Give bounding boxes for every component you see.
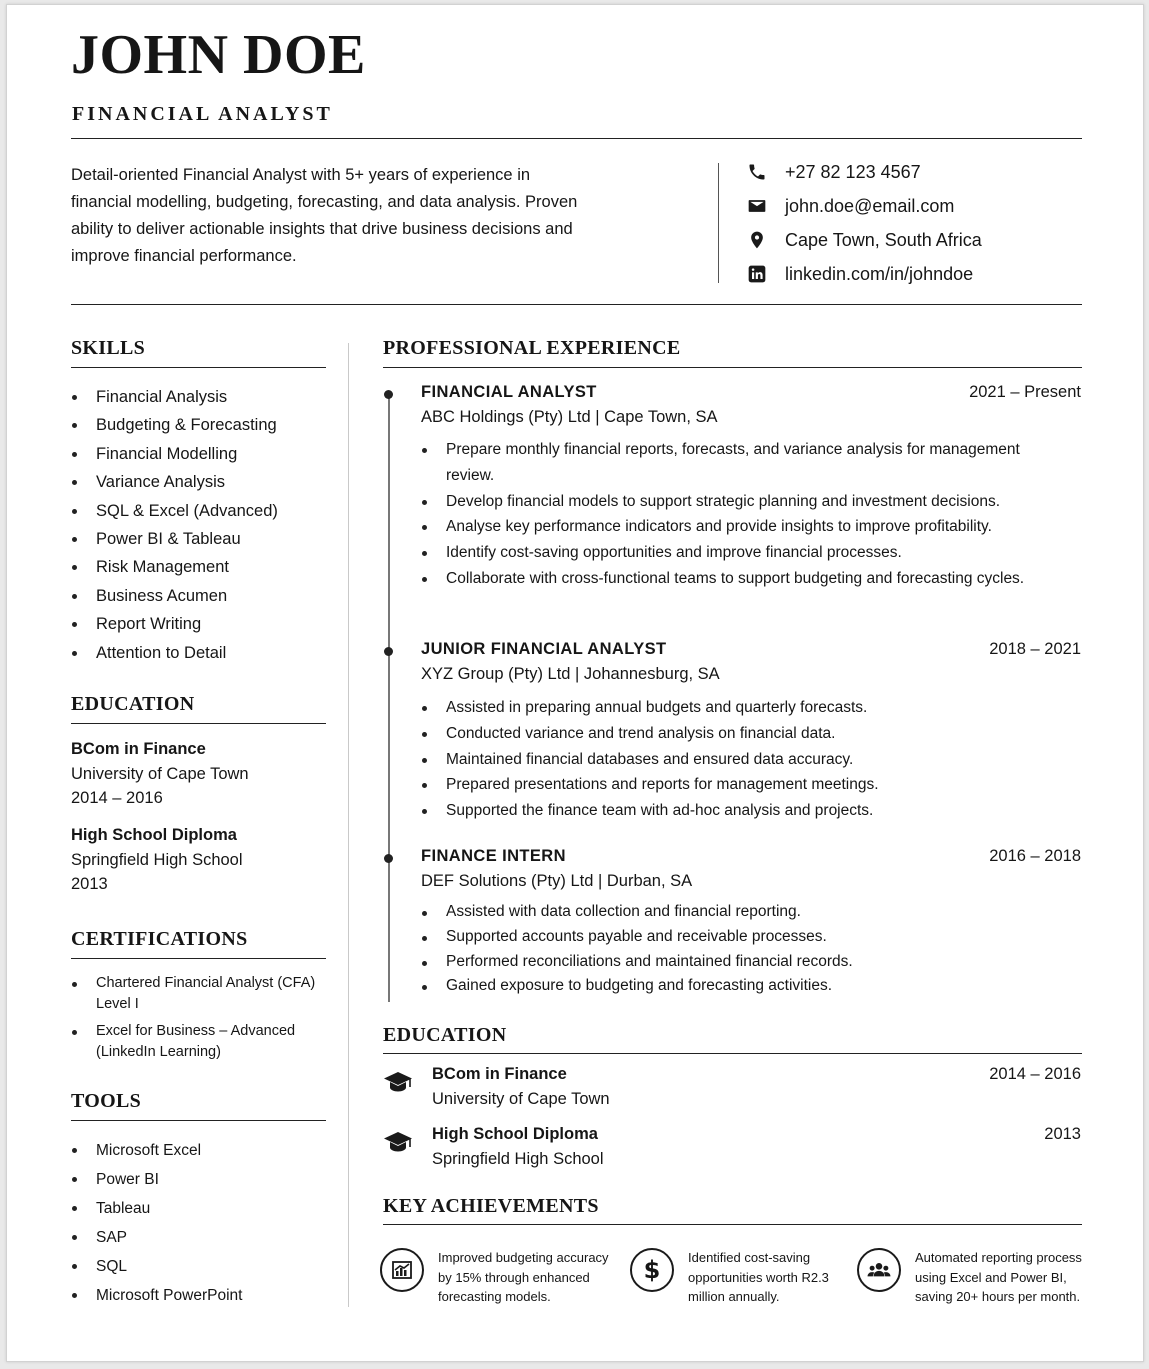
job-dates: 2016 – 2018: [989, 847, 1081, 865]
responsibility-item: Develop financial models to support strategic planning and investment decisions.: [421, 489, 1061, 515]
achievement-text: Identified cost-saving opportunities worth R2.3 million annually.: [688, 1250, 829, 1304]
candidate-title: FINANCIAL ANALYST: [72, 103, 333, 125]
skill-item: Variance Analysis: [71, 468, 331, 496]
location-text: Cape Town, South Africa: [785, 229, 982, 250]
linkedin-icon: [747, 264, 767, 284]
tool-item: Power BI: [71, 1165, 331, 1194]
resume-page: [6, 4, 1144, 1362]
responsibility-item: Collaborate with cross-functional teams to support budgeting and forecasting cycles.: [421, 566, 1061, 592]
job-responsibilities: [421, 900, 1061, 999]
team-icon: [857, 1248, 901, 1292]
tool-item: SQL: [71, 1252, 331, 1281]
tools-heading: TOOLS: [71, 1090, 142, 1112]
skill-item: Financial Analysis: [71, 383, 331, 411]
education-heading: EDUCATION: [383, 1024, 507, 1046]
summary-contact-separator: [718, 163, 719, 283]
dollar-icon: $: [630, 1248, 674, 1292]
responsibility-item: Gained exposure to budgeting and forecasting activities.: [421, 974, 1061, 999]
skill-item: Attention to Detail: [71, 639, 331, 667]
school-name: Springfield High School: [432, 1150, 604, 1168]
timeline-dot: [384, 854, 393, 863]
job-title: JUNIOR FINANCIAL ANALYST: [421, 640, 667, 658]
responsibility-item: Conducted variance and trend analysis on financial data.: [421, 721, 1061, 747]
school-name: Springfield High School: [71, 850, 243, 869]
degree-years: 2014 – 2016: [989, 1065, 1081, 1083]
summary-text: Detail-oriented Financial Analyst with 5+ years of experience in financial modelling, budgeting, forecasting, and data analysis. Proven ability to deliver actionable insights that drive business decisions and improve financial performance.: [71, 166, 578, 265]
tools-heading-rule: [71, 1120, 326, 1121]
job-dates: 2021 – Present: [969, 383, 1081, 401]
email-address: john.doe@email.com: [785, 195, 955, 216]
job-title: FINANCE INTERN: [421, 847, 566, 865]
job-company: XYZ Group (Pty) Ltd | Johannesburg, SA: [421, 665, 720, 683]
experience-heading-rule: [383, 367, 1082, 368]
experience-heading: PROFESSIONAL EXPERIENCE: [383, 337, 681, 359]
job-title: FINANCIAL ANALYST: [421, 383, 597, 401]
achievement-text: Automated reporting process using Excel and Power BI, saving 20+ hours per month.: [915, 1250, 1082, 1304]
skills-heading: SKILLS: [71, 337, 146, 359]
certifications-heading-rule: [71, 958, 326, 959]
contact-location: [747, 227, 982, 253]
skill-item: Report Writing: [71, 610, 331, 638]
linkedin-url: linkedin.com/in/johndoe: [785, 263, 974, 284]
responsibility-item: Identify cost-saving opportunities and improve financial processes.: [421, 540, 1061, 566]
education-sidebar-heading: EDUCATION: [71, 693, 195, 715]
job-responsibilities: [421, 437, 1061, 592]
skill-item: Financial Modelling: [71, 440, 331, 468]
degree-name: BCom in Finance: [71, 740, 206, 758]
school-years: 2013: [71, 875, 108, 893]
education-sidebar-entry: [71, 737, 249, 811]
skills-heading-rule: [71, 367, 326, 368]
tool-item: Microsoft PowerPoint: [71, 1281, 331, 1310]
school-name: University of Cape Town: [71, 764, 249, 783]
responsibility-item: Prepare monthly financial reports, forecasts, and variance analysis for management review.: [421, 437, 1061, 489]
job-dates: 2018 – 2021: [989, 640, 1081, 658]
achievements-heading-rule: [383, 1224, 1082, 1225]
phone-number: +27 82 123 4567: [785, 161, 921, 182]
responsibility-item: Analyse key performance indicators and provide insights to improve profitability.: [421, 514, 1061, 540]
responsibility-item: Assisted with data collection and financial reporting.: [421, 900, 1061, 925]
degree-name: High School Diploma: [71, 826, 237, 844]
degree-name: High School Diploma: [432, 1125, 598, 1143]
degree-name: BCom in Finance: [432, 1065, 567, 1083]
education-heading-rule: [383, 1053, 1082, 1054]
responsibility-item: Supported accounts payable and receivable processes.: [421, 925, 1061, 950]
responsibility-item: Assisted in preparing annual budgets and quarterly forecasts.: [421, 695, 1061, 721]
job-responsibilities: [421, 695, 1061, 824]
skill-item: Budgeting & Forecasting: [71, 411, 331, 439]
contact-phone: [747, 159, 921, 185]
column-divider: [348, 343, 349, 1307]
school-years: 2014 – 2016: [71, 789, 163, 807]
skill-item: Business Acumen: [71, 582, 331, 610]
skill-item: Power BI & Tableau: [71, 525, 331, 553]
responsibility-item: Performed reconciliations and maintained financial records.: [421, 950, 1061, 975]
certification-item: Excel for Business – Advanced (LinkedIn Learning): [71, 1021, 336, 1063]
education-sidebar-entry: [71, 823, 243, 897]
skills-list: [71, 383, 331, 667]
contact-linkedin: [747, 261, 973, 287]
certification-item: Chartered Financial Analyst (CFA) Level I: [71, 973, 336, 1015]
graduation-cap-icon: [383, 1071, 413, 1093]
job-company: ABC Holdings (Pty) Ltd | Cape Town, SA: [421, 408, 718, 426]
tool-item: SAP: [71, 1223, 331, 1252]
tool-item: Microsoft Excel: [71, 1136, 331, 1165]
skill-item: Risk Management: [71, 553, 331, 581]
contact-email: [747, 193, 954, 219]
timeline-dot: [384, 647, 393, 656]
responsibility-item: Prepared presentations and reports for management meetings.: [421, 772, 1061, 798]
achievements-heading: KEY ACHIEVEMENTS: [383, 1195, 599, 1217]
experience-timeline: [388, 398, 390, 1002]
certifications-heading: CERTIFICATIONS: [71, 928, 248, 950]
job-company: DEF Solutions (Pty) Ltd | Durban, SA: [421, 872, 693, 890]
header-divider: [71, 138, 1082, 139]
responsibility-item: Supported the finance team with ad-hoc analysis and projects.: [421, 798, 1061, 824]
school-name: University of Cape Town: [432, 1090, 610, 1108]
degree-years: 2013: [1044, 1125, 1081, 1143]
skill-item: SQL & Excel (Advanced): [71, 497, 331, 525]
header-bottom-divider: [71, 304, 1082, 305]
location-pin-icon: [747, 230, 767, 250]
chart-icon: [380, 1248, 424, 1292]
graduation-cap-icon: [383, 1131, 413, 1153]
phone-icon: [747, 162, 767, 182]
tools-list: [71, 1136, 331, 1310]
envelope-icon: [747, 196, 767, 216]
achievement-text: Improved budgeting accuracy by 15% through enhanced forecasting models.: [438, 1250, 609, 1304]
certifications-list: [71, 973, 336, 1069]
responsibility-item: Maintained financial databases and ensured data accuracy.: [421, 747, 1061, 773]
tool-item: Tableau: [71, 1194, 331, 1223]
candidate-name: JOHN DOE: [71, 24, 366, 86]
education-sidebar-rule: [71, 723, 326, 724]
timeline-dot: [384, 390, 393, 399]
